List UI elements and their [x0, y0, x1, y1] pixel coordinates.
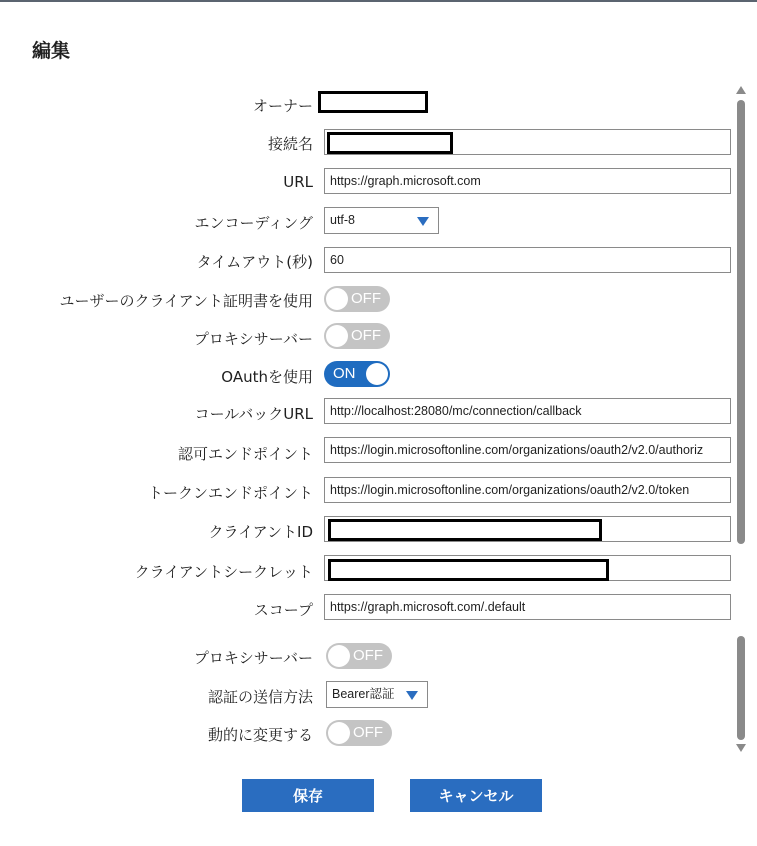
toggle-knob	[326, 288, 348, 310]
chevron-down-icon	[417, 217, 429, 226]
scroll-up-icon[interactable]	[736, 86, 746, 94]
auth-endpoint-label: 認可エンドポイント	[177, 445, 313, 463]
dynamic-label: 動的に変更する	[207, 726, 313, 744]
scrollbar-thumb[interactable]	[737, 100, 745, 544]
auth-method-select[interactable]	[326, 681, 428, 708]
callback-url-input[interactable]: http://localhost:28080/mc/connection/callback	[324, 398, 731, 424]
auth-method-label: 認証の送信方法	[207, 688, 313, 706]
token-endpoint-label: トークンエンドポイント	[147, 484, 313, 502]
url-label: URL	[283, 173, 313, 191]
timeout-label: タイムアウト(秒)	[196, 253, 313, 271]
scrollbar-thumb-lower[interactable]	[737, 636, 745, 740]
token-endpoint-input[interactable]: https://login.microsoftonline.com/organizations/oauth2/v2.0/token	[324, 477, 731, 503]
chevron-down-icon	[406, 691, 418, 700]
auth-endpoint-input[interactable]: https://login.microsoftonline.com/organizations/oauth2/v2.0/authoriz	[324, 437, 731, 463]
encoding-select[interactable]	[324, 207, 439, 234]
scope-input[interactable]: https://graph.microsoft.com/.default	[324, 594, 731, 620]
timeout-input[interactable]: 60	[324, 247, 731, 273]
dynamic-toggle[interactable]	[326, 720, 392, 746]
owner-label: オーナー	[252, 97, 313, 115]
auth-method-value: Bearer認証	[332, 687, 395, 701]
url-input[interactable]: https://graph.microsoft.com	[324, 168, 731, 194]
save-button[interactable]: 保存	[242, 779, 374, 812]
dialog-title: 編集	[32, 40, 71, 62]
toggle-state: OFF	[351, 327, 381, 344]
encoding-value: utf-8	[330, 213, 356, 227]
encoding-label: エンコーディング	[194, 214, 313, 232]
owner-redacted	[318, 91, 428, 113]
cancel-button[interactable]: キャンセル	[410, 779, 542, 812]
toggle-knob	[366, 363, 388, 385]
proxy-label: プロキシサーバー	[193, 330, 313, 348]
client-id-label: クライアントID	[208, 523, 313, 541]
connection-name-redacted	[327, 132, 453, 154]
proxy-toggle[interactable]	[324, 323, 390, 349]
oauth-toggle[interactable]	[324, 361, 390, 387]
toggle-state: OFF	[353, 647, 383, 664]
toggle-state: OFF	[351, 290, 381, 307]
toggle-state: ON	[333, 365, 356, 382]
connection-name-label: 接続名	[267, 135, 313, 153]
scroll-down-icon[interactable]	[736, 744, 746, 752]
window-top-border	[0, 0, 757, 2]
client-cert-label: ユーザーのクライアント証明書を使用	[59, 292, 313, 310]
toggle-knob	[328, 645, 350, 667]
toggle-knob	[328, 722, 350, 744]
callback-url-label: コールバックURL	[194, 405, 313, 423]
client-secret-redacted	[328, 559, 609, 581]
client-cert-toggle[interactable]	[324, 286, 390, 312]
client-secret-label: クライアントシークレット	[134, 563, 313, 581]
oauth-proxy-label: プロキシサーバー	[193, 649, 313, 667]
oauth-label: OAuthを使用	[221, 368, 313, 386]
client-id-redacted	[328, 519, 602, 541]
toggle-knob	[326, 325, 348, 347]
toggle-state: OFF	[353, 724, 383, 741]
oauth-proxy-toggle[interactable]	[326, 643, 392, 669]
scope-label: スコープ	[253, 601, 313, 619]
